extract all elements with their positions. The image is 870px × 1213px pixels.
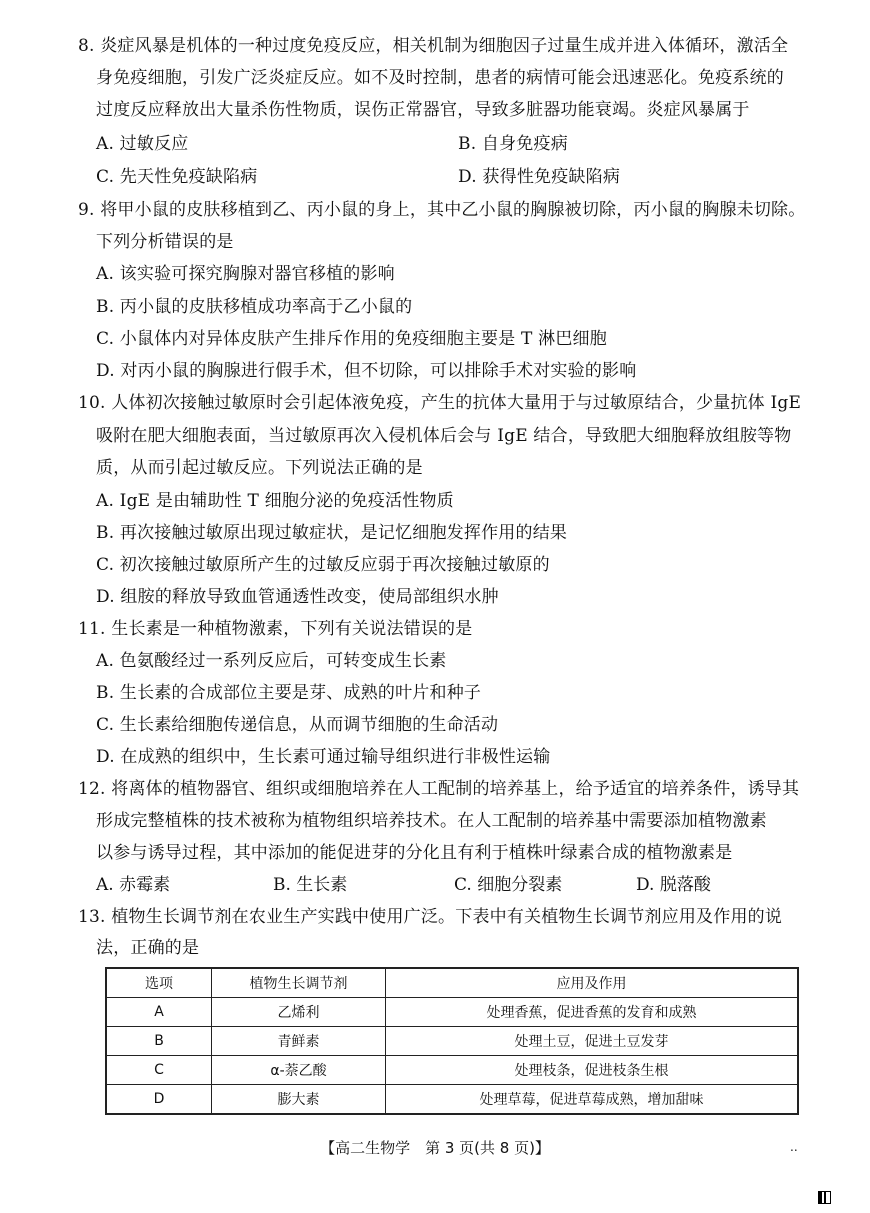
question-10-option-b: B. 再次接触过敏原出现过敏症状，是记忆细胞发挥作用的结果 [96,523,568,543]
question-8-line-2: 身免疫细胞，引发广泛炎症反应。如不及时控制，患者的病情可能会迅速恶化。免疫系统的 [96,68,784,88]
question-10-line-1: 10. 人体初次接触过敏原时会引起体液免疫，产生的抗体大量用于与过敏原结合，少量抗体 IgE [78,393,802,413]
question-8-option-b: B. 自身免疫病 [458,134,568,154]
question-13-line-1: 13. 植物生长调节剂在农业生产实践中使用广泛。下表中有关植物生长调节剂应用及作用的说 [78,907,783,927]
question-11-option-b: B. 生长素的合成部位主要是芽、成熟的叶片和种子 [96,683,482,703]
table-row [106,998,798,1027]
table-cell: A [106,998,212,1027]
question-12-line-2: 形成完整植株的技术被称为植物组织培养技术。在人工配制的培养基中需要添加植物激素 [96,811,767,831]
question-8-option-c: C. 先天性免疫缺陷病 [96,167,258,187]
question-12-line-3: 以参与诱导过程，其中添加的能促进芽的分化且有利于植株叶绿素合成的植物激素是 [96,843,733,863]
page-footer: 【高二生物学 第 3 页(共 8 页)】 [320,1139,550,1157]
scanner-watermark [818,1190,866,1204]
table-row [106,1027,798,1056]
question-11-option-c: C. 生长素给细胞传递信息，从而调节细胞的生命活动 [96,715,499,735]
table-header-cell: 应用及作用 [386,968,799,998]
question-12-option-b: B. 生长素 [273,875,348,895]
question-9-option-c: C. 小鼠体内对异体皮肤产生排斥作用的免疫细胞主要是 T 淋巴细胞 [96,329,607,349]
table-cell: 乙烯利 [212,998,386,1027]
table-header-cell: 植物生长调节剂 [212,968,386,998]
qr-code-icon [818,1191,831,1204]
question-9-option-a: A. 该实验可探究胸腺对器官移植的影响 [96,264,395,284]
table-cell: 处理香蕉，促进香蕉的发育和成熟 [386,998,799,1027]
question-9-line-2: 下列分析错误的是 [96,232,234,252]
question-11-option-d: D. 在成熟的组织中，生长素可通过输导组织进行非极性运输 [96,747,551,767]
table-row [106,1085,798,1115]
question-10-option-c: C. 初次接触过敏原所产生的过敏反应弱于再次接触过敏原的 [96,555,550,575]
question-10-option-a: A. IgE 是由辅助性 T 细胞分泌的免疫活性物质 [96,491,454,511]
question-8-line-1: 8. 炎症风暴是机体的一种过度免疫反应，相关机制为细胞因子过量生成并进入体循环，激活全 [78,36,789,56]
question-8-option-d: D. 获得性免疫缺陷病 [458,167,621,187]
regulator-table [105,967,799,1115]
question-9-option-b: B. 丙小鼠的皮肤移植成功率高于乙小鼠的 [96,297,413,317]
table-cell: 膨大素 [212,1085,386,1115]
table-cell: α-萘乙酸 [212,1056,386,1085]
question-11-line-1: 11. 生长素是一种植物激素，下列有关说法错误的是 [78,619,473,639]
question-12-line-1: 12. 将离体的植物器官、组织或细胞培养在人工配制的培养基上，给予适宜的培养条件，诱导其 [78,779,800,799]
footer-dots: .. [790,1140,798,1154]
table-cell: 处理枝条，促进枝条生根 [386,1056,799,1085]
table-cell: 处理草莓，促进草莓成熟，增加甜味 [386,1085,799,1115]
table-cell: D [106,1085,212,1115]
table-cell: 处理土豆，促进土豆发芽 [386,1027,799,1056]
question-8-option-a: A. 过敏反应 [96,134,189,154]
question-10-option-d: D. 组胺的释放导致血管通透性改变，使局部组织水肿 [96,587,499,607]
question-9-option-d: D. 对丙小鼠的胸腺进行假手术，但不切除，可以排除手术对实验的影响 [96,361,637,381]
table-cell: C [106,1056,212,1085]
table-row [106,1056,798,1085]
table-header-row [106,968,798,998]
question-9-line-1: 9. 将甲小鼠的皮肤移植到乙、丙小鼠的身上，其中乙小鼠的胸腺被切除，丙小鼠的胸腺未切除。 [78,200,806,220]
table-cell: B [106,1027,212,1056]
question-13-line-2: 法，正确的是 [96,938,200,958]
question-8-line-3: 过度反应释放出大量杀伤性物质，误伤正常器官，导致多脏器功能衰竭。炎症风暴属于 [96,100,750,120]
question-10-line-3: 质，从而引起过敏反应。下列说法正确的是 [96,458,423,478]
question-12-option-a: A. 赤霉素 [96,875,171,895]
table-cell: 青鲜素 [212,1027,386,1056]
table-header-cell: 选项 [106,968,212,998]
question-11-option-a: A. 色氨酸经过一系列反应后，可转变成生长素 [96,651,447,671]
question-12-option-c: C. 细胞分裂素 [454,875,563,895]
question-12-option-d: D. 脱落酸 [636,875,711,895]
question-10-line-2: 吸附在肥大细胞表面，当过敏原再次入侵机体后会与 IgE 结合，导致肥大细胞释放组胺等物 [96,426,792,446]
